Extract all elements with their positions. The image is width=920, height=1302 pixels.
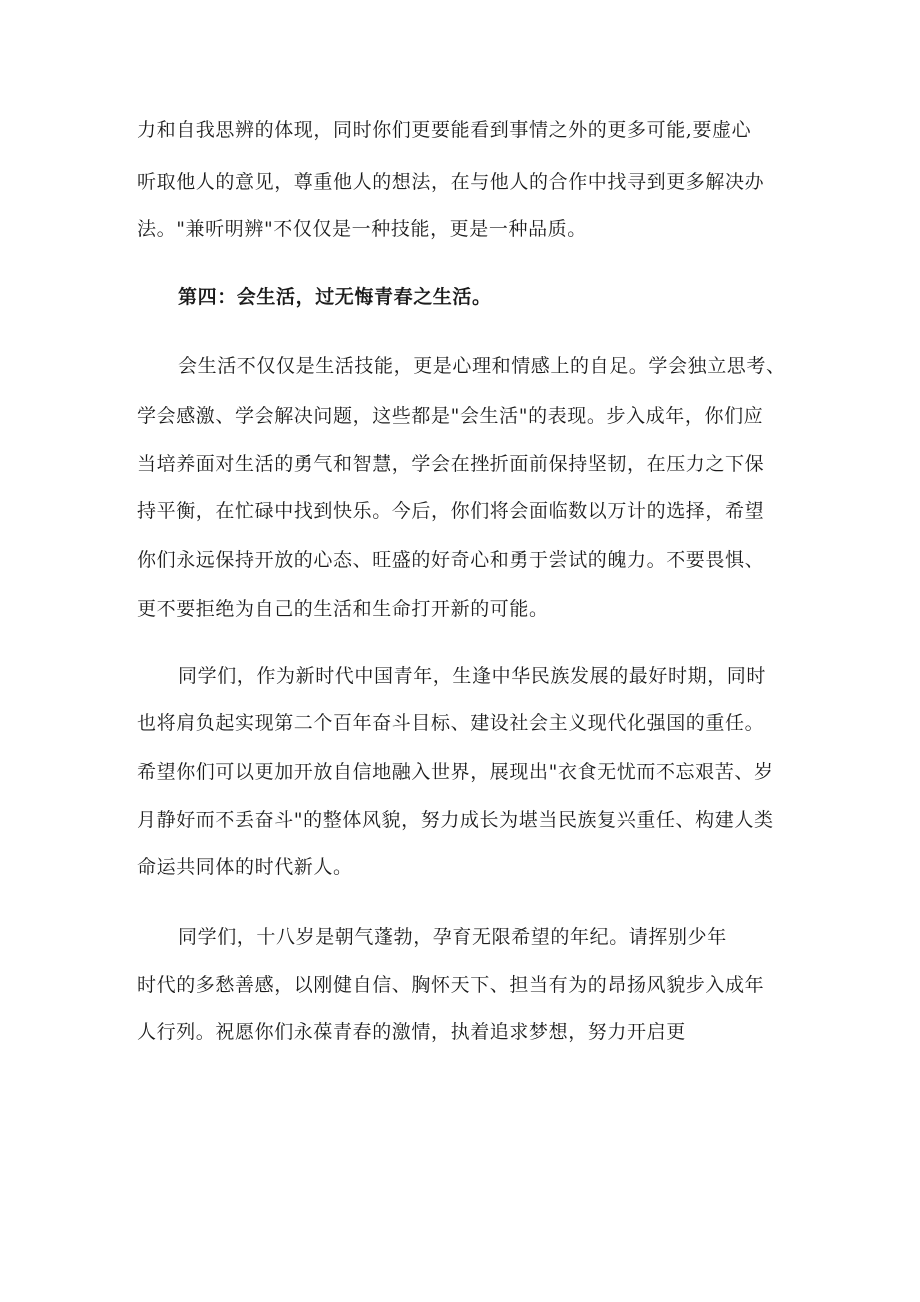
- paragraph-life-line-5: 你们永远保持开放的心态、旺盛的好奇心和勇于尝试的魄力。不要畏惧、: [137, 549, 765, 571]
- paragraph-life-line-4: 持平衡，在忙碌中找到快乐。今后，你们将会面临数以万计的选择，希望: [137, 500, 765, 522]
- paragraph-youth-line-2: 也将肩负起实现第二个百年奋斗目标、建设社会主义现代化强国的重任。: [137, 712, 765, 734]
- paragraph-life-line-3: 当培养面对生活的勇气和智慧，学会在挫折面前保持坚韧，在压力之下保: [137, 453, 765, 475]
- paragraph-youth-line-5: 命运共同体的时代新人。: [137, 856, 353, 878]
- paragraph-intro-line-1: 力和自我思辨的体现，同时你们更要能看到事情之外的更多可能,要虚心: [137, 119, 752, 141]
- paragraph-youth-line-3: 希望你们可以更加开放自信地融入世界，展现出"衣食无忧而不忘艰苦、岁: [137, 761, 774, 783]
- paragraph-youth-line-1: 同学们，作为新时代中国青年，生逢中华民族发展的最好时期，同时: [178, 665, 767, 687]
- paragraph-life-line-6: 更不要拒绝为自己的生活和生命打开新的可能。: [137, 598, 549, 620]
- paragraph-life-line-1: 会生活不仅仅是生活技能，更是心理和情感上的自足。学会独立思考、: [178, 355, 786, 377]
- paragraph-intro-line-2: 听取他人的意见，尊重他人的想法，在与他人的合作中找寻到更多解决办: [137, 171, 765, 193]
- paragraph-closing-line-2: 时代的多愁善感，以刚健自信、胸怀天下、担当有为的昂扬风貌步入成年: [137, 974, 765, 996]
- paragraph-closing-line-3: 人行列。祝愿你们永葆青春的激情，执着追求梦想，努力开启更: [137, 1021, 686, 1043]
- paragraph-closing-line-1: 同学们，十八岁是朝气蓬勃，孕育无限希望的年纪。请挥别少年: [178, 926, 727, 948]
- paragraph-youth-line-4: 月静好而不丢奋斗"的整体风貌，努力成长为堪当民族复兴重任、构建人类: [137, 809, 774, 831]
- section-heading-four: 第四：会生活，过无悔青春之生活。: [178, 286, 492, 308]
- paragraph-intro-line-3: 法。"兼听明辨"不仅仅是一种技能，更是一种品质。: [137, 218, 587, 240]
- paragraph-life-line-2: 学会感激、学会解决问题，这些都是"会生活"的表现。步入成年，你们应: [137, 405, 764, 427]
